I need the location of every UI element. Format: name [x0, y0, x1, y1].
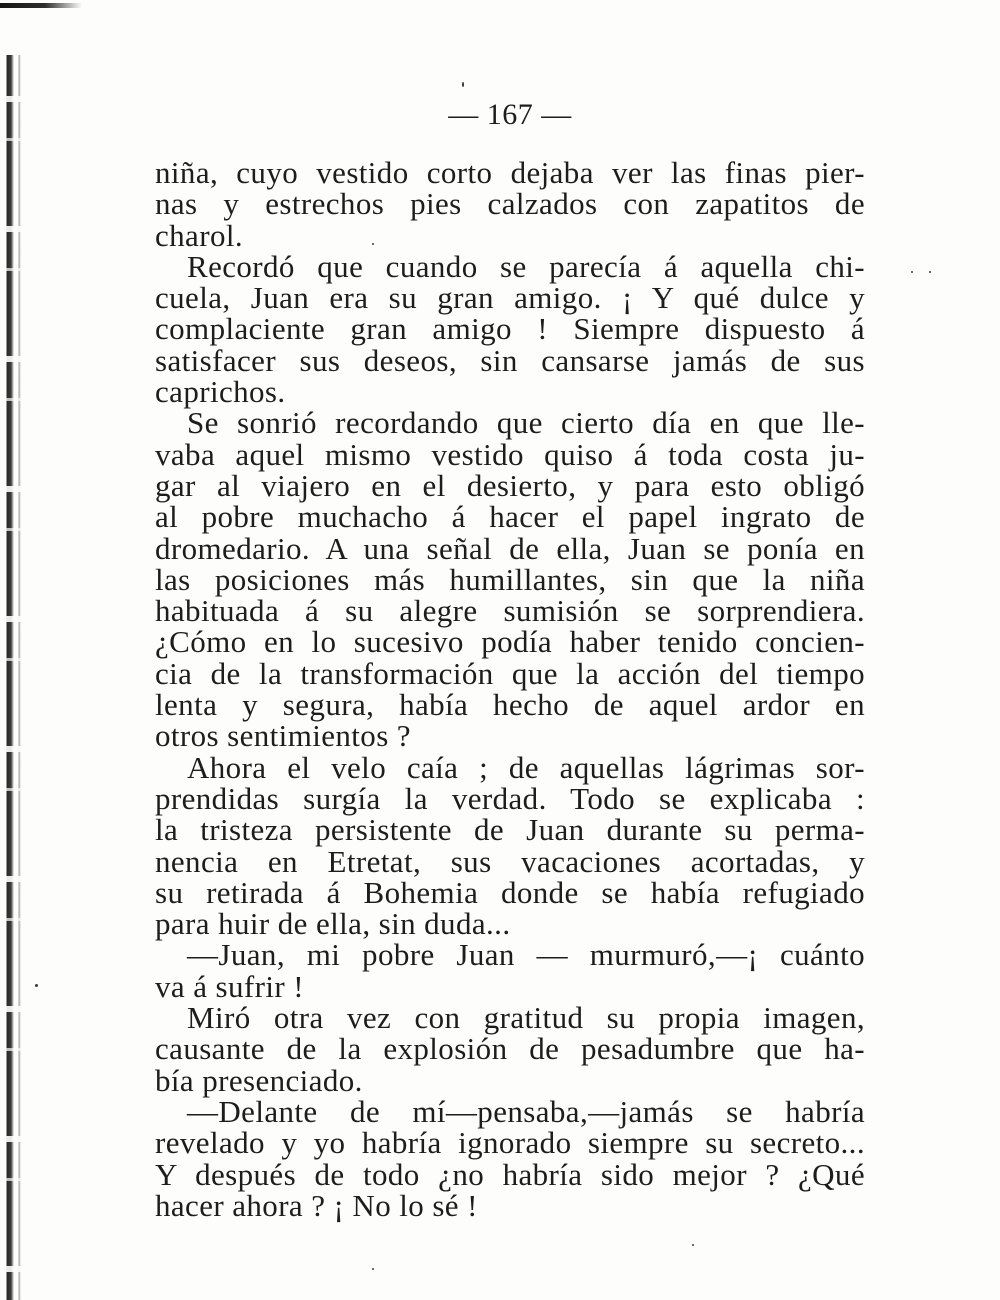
text-line: al pobre muchacho á hacer el papel ingrato de	[155, 499, 865, 535]
text-line: revelado y yo habría ignorado siempre su secreto...	[155, 1125, 865, 1161]
text-line: ¿Cómo en lo sucesivo podía haber tenido concien-	[155, 624, 865, 660]
text-line: vaba aquel mismo vestido quiso á toda costa ju-	[155, 436, 865, 472]
text-line: la tristeza persistente de Juan durante su perma-	[155, 812, 865, 848]
text-line: dromedario. A una señal de ella, Juan se ponía en	[155, 530, 865, 566]
scan-speck	[372, 1268, 374, 1270]
text-line: complaciente gran amigo ! Siempre dispuesto á	[155, 311, 865, 347]
text-line: Y después de todo ¿no habría sido mejor ? ¿Qué	[155, 1156, 865, 1192]
page-number: — 167 —	[448, 98, 572, 131]
text-line: las posiciones más humillantes, sin que la niña	[155, 561, 865, 597]
paragraph	[155, 1093, 865, 1223]
text-line: prendidas surgía la verdad. Todo se explicaba :	[155, 780, 865, 816]
text-line: charol.	[155, 217, 244, 253]
scan-speck	[929, 271, 931, 273]
scan-speck	[462, 82, 464, 87]
text-line: satisfacer sus deseos, sin cansarse jamás de sus	[155, 342, 865, 378]
text-line: gar al viajero en el desierto, y para esto obligó	[155, 467, 865, 503]
text-line: Miró otra vez con gratitud su propia imagen,	[187, 1000, 865, 1036]
paragraph	[155, 1002, 865, 1096]
paragraph	[155, 248, 865, 410]
text-line: cia de la transformación que la acción del tiempo	[155, 655, 865, 691]
text-line: va á sufrir !	[155, 968, 304, 1004]
text-line: nencia en Etretat, sus vacaciones acortadas, y	[155, 843, 865, 879]
body-text	[155, 157, 865, 1221]
text-line: bía presenciado.	[155, 1062, 363, 1098]
text-line: —Juan, mi pobre Juan — murmuró,—¡ cuánto	[187, 937, 865, 973]
paragraph	[155, 749, 865, 942]
text-line: otros sentimientos ?	[155, 718, 411, 754]
text-line: cuela, Juan era su gran amigo. ¡ Y qué dulce y	[155, 280, 865, 316]
paragraph	[155, 939, 865, 1002]
text-line: causante de la explosión de pesadumbre que ha-	[155, 1031, 865, 1067]
text-line: Recordó que cuando se parecía á aquella chi-	[187, 248, 865, 284]
text-line: nas y estrechos pies calzados con zapatitos de	[155, 186, 865, 222]
scan-speck	[911, 271, 913, 273]
text-line: lenta y segura, había hecho de aquel ardor en	[155, 687, 865, 723]
text-line: hacer ahora ? ¡ No lo sé !	[155, 1187, 478, 1223]
text-line: —Delante de mí—pensaba,—jamás se habría	[187, 1093, 865, 1129]
binding-shadow	[0, 55, 26, 1300]
text-line: su retirada á Bohemia donde se había refugiado	[155, 874, 865, 910]
text-line: habituada á su alegre sumisión se sorprendiera.	[155, 593, 865, 629]
text-line: caprichos.	[155, 374, 286, 410]
paragraph	[155, 157, 865, 251]
text-line: Se sonrió recordando que cierto día en que lle-	[187, 405, 865, 441]
text-line: niña, cuyo vestido corto dejaba ver las finas pier-	[155, 155, 865, 190]
scan-edge-mark	[0, 3, 82, 8]
paragraph	[155, 405, 865, 754]
scan-speck	[35, 984, 38, 987]
text-line: para huir de ella, sin duda...	[155, 906, 511, 942]
scan-speck	[692, 1244, 694, 1246]
text-line: Ahora el velo caía ; de aquellas lágrimas sor-	[187, 749, 865, 785]
